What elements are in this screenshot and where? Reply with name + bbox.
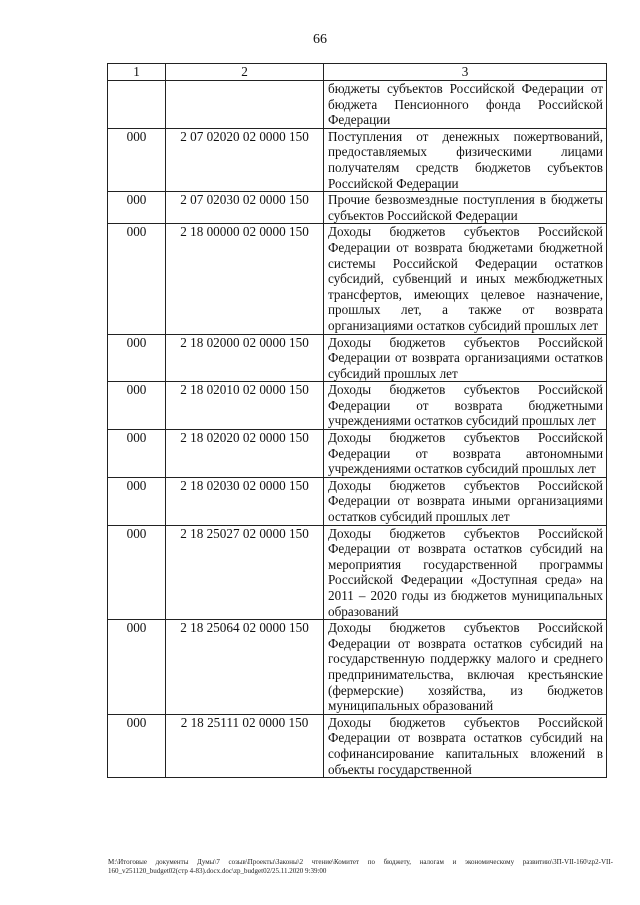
revenue-code-cell: 2 18 02000 02 0000 150 bbox=[166, 334, 324, 382]
header-cell-1: 1 bbox=[108, 64, 166, 81]
revenue-description-cell: Доходы бюджетов субъектов Российской Федерации от возврата организациями остатков субсидий прошлых лет bbox=[324, 334, 607, 382]
admin-code-cell: 000 bbox=[108, 334, 166, 382]
revenue-code-cell: 2 18 25064 02 0000 150 bbox=[166, 620, 324, 715]
revenue-description-cell: Доходы бюджетов субъектов Российской Федерации от возврата остатков субсидий на софинансирование капитальных вложений в объекты государственной bbox=[324, 714, 607, 777]
table-row bbox=[108, 430, 607, 478]
revenue-description-cell: Поступления от денежных пожертвований, предоставляемых физическими лицами получателям средств бюджетов субъектов Российской Федерации bbox=[324, 128, 607, 191]
revenue-code-cell: 2 18 02020 02 0000 150 bbox=[166, 430, 324, 478]
revenue-code-cell bbox=[166, 81, 324, 129]
revenue-description-cell: бюджеты субъектов Российской Федерации от бюджета Пенсионного фонда Российской Федерации bbox=[324, 81, 607, 129]
table-row bbox=[108, 128, 607, 191]
admin-code-cell: 000 bbox=[108, 620, 166, 715]
revenue-description-cell: Доходы бюджетов субъектов Российской Федерации от возврата остатков субсидий на государственную поддержку малого и среднего предпринимательства, включая крестьянские (фермерские) хозяйства, из бюджетов муниципальных образований bbox=[324, 620, 607, 715]
admin-code-cell: 000 bbox=[108, 192, 166, 224]
table-row bbox=[108, 334, 607, 382]
admin-code-cell: 000 bbox=[108, 382, 166, 430]
revenue-code-cell: 2 18 02010 02 0000 150 bbox=[166, 382, 324, 430]
table-row bbox=[108, 477, 607, 525]
table-row bbox=[108, 525, 607, 620]
revenue-codes-table bbox=[107, 63, 607, 778]
admin-code-cell: 000 bbox=[108, 714, 166, 777]
table-row bbox=[108, 224, 607, 334]
admin-code-cell: 000 bbox=[108, 224, 166, 334]
table-row bbox=[108, 620, 607, 715]
revenue-code-cell: 2 07 02020 02 0000 150 bbox=[166, 128, 324, 191]
revenue-description-cell: Доходы бюджетов субъектов Российской Федерации от возврата автономными учреждениями остатков субсидий прошлых лет bbox=[324, 430, 607, 478]
revenue-code-cell: 2 18 25111 02 0000 150 bbox=[166, 714, 324, 777]
page-number: 66 bbox=[313, 32, 327, 47]
revenue-description-cell: Доходы бюджетов субъектов Российской Федерации от возврата иными организациями остатков субсидий прошлых лет bbox=[324, 477, 607, 525]
header-cell-3: 3 bbox=[324, 64, 607, 81]
document-path-footer: M:\Итоговые документы Думы\7 созыв\Проекты\Законы\2 чтение\Комитет по бюджету, налогам и экономическому развитию\3П-VII-160\zp2-VII-160_v251120_budget02(стр 4-83).docx.doc\zp_budget02/25.11.2020 9:39:00 bbox=[108, 858, 613, 875]
revenue-description-cell: Доходы бюджетов субъектов Российской Федерации от возврата остатков субсидий на мероприятия государственной программы Российской Федерации «Доступная среда» на 2011 – 2020 годы из бюджетов муниципальных образований bbox=[324, 525, 607, 620]
revenue-code-cell: 2 07 02030 02 0000 150 bbox=[166, 192, 324, 224]
admin-code-cell: 000 bbox=[108, 525, 166, 620]
revenue-description-cell: Доходы бюджетов субъектов Российской Федерации от возврата бюджетными учреждениями остатков субсидий прошлых лет bbox=[324, 382, 607, 430]
table-header-row bbox=[108, 64, 607, 81]
table-row bbox=[108, 714, 607, 777]
revenue-description-cell: Прочие безвозмездные поступления в бюджеты субъектов Российской Федерации bbox=[324, 192, 607, 224]
header-cell-2: 2 bbox=[166, 64, 324, 81]
admin-code-cell: 000 bbox=[108, 477, 166, 525]
revenue-description-cell: Доходы бюджетов субъектов Российской Федерации от возврата бюджетами бюджетной системы Российской Федерации остатков субсидий, субвенций и иных межбюджетных трансфертов, имеющих целевое назначение, прошлых лет, а также от возврата организациями остатков субсидий прошлых лет bbox=[324, 224, 607, 334]
table-row bbox=[108, 81, 607, 129]
admin-code-cell bbox=[108, 81, 166, 129]
admin-code-cell: 000 bbox=[108, 128, 166, 191]
revenue-code-cell: 2 18 00000 02 0000 150 bbox=[166, 224, 324, 334]
table-row bbox=[108, 382, 607, 430]
table-row bbox=[108, 192, 607, 224]
revenue-code-cell: 2 18 25027 02 0000 150 bbox=[166, 525, 324, 620]
revenue-code-cell: 2 18 02030 02 0000 150 bbox=[166, 477, 324, 525]
admin-code-cell: 000 bbox=[108, 430, 166, 478]
